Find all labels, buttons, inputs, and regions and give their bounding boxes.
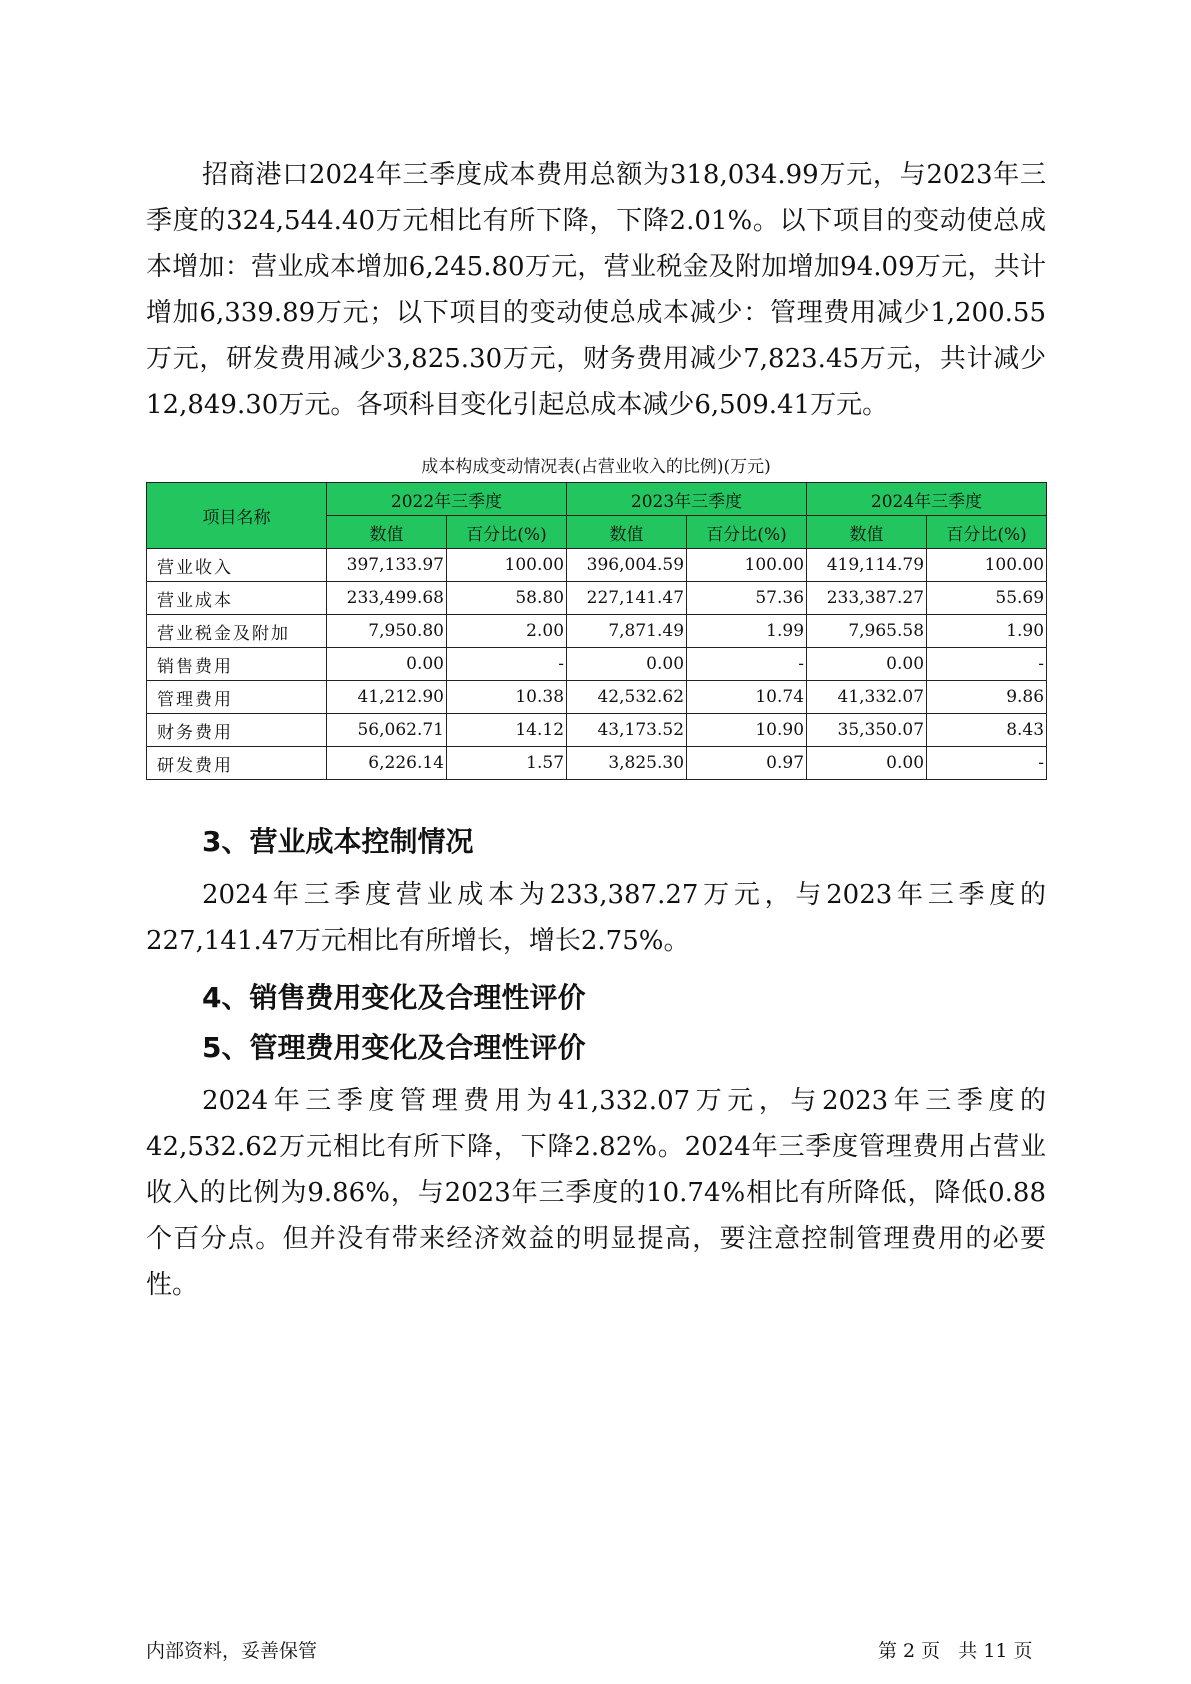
- cell-value: 0.00: [807, 747, 927, 780]
- header-period-2024: 2024年三季度: [807, 483, 1047, 516]
- subheader-value: 数值: [567, 516, 687, 549]
- table-caption: 成本构成变动情况表(占营业收入的比例)(万元): [421, 457, 771, 477]
- cell-percent: -: [687, 648, 807, 681]
- cell-value: 35,350.07: [807, 714, 927, 747]
- table-row: [147, 681, 1047, 714]
- cell-percent: 10.90: [687, 714, 807, 747]
- row-label: 销售费用: [147, 648, 327, 681]
- cell-value: 3,825.30: [567, 747, 687, 780]
- footer-page-number: 第 2 页 共 11 页: [878, 1640, 1033, 1662]
- cell-value: 397,133.97: [327, 549, 447, 582]
- cell-value: 41,332.07: [807, 681, 927, 714]
- section5-paragraph: 2024年三季度管理费用为41,332.07万元，与2023年三季度的42,532.62万元相比有所下降，下降2.82%。2024年三季度管理费用占营业收入的比例为9.86%，与2023年三季度的10.74%相比有所降低，降低0.88个百分点。但并没有带来经济效益的明显提高，要注意控制管理费用的必要性。: [146, 1086, 1046, 1300]
- cell-percent: 55.69: [927, 582, 1047, 615]
- cell-value: 6,226.14: [327, 747, 447, 780]
- row-label: 研发费用: [147, 747, 327, 780]
- table-row: [147, 648, 1047, 681]
- subheader-percent: 百分比(%): [927, 516, 1047, 549]
- row-label: 财务费用: [147, 714, 327, 747]
- footer-left: 内部资料，妥善保管: [146, 1640, 318, 1662]
- table-row: [147, 615, 1047, 648]
- header-period-2022: 2022年三季度: [327, 483, 567, 516]
- cell-percent: 10.74: [687, 681, 807, 714]
- intro-paragraph: 招商港口2024年三季度成本费用总额为318,034.99万元，与2023年三季度的324,544.40万元相比有所下降，下降2.01%。以下项目的变动使总成本增加：营业成本增加6,245.80万元，营业税金及附加增加94.09万元，共计增加6,339.89万元；以下项目的变动使总成本减少：管理费用减少1,200.55万元，研发费用减少3,825.30万元，财务费用减少7,823.45万元，共计减少12,849.30万元。各项科目变化引起总成本减少6,509.41万元。: [146, 160, 1046, 420]
- table-row: [147, 714, 1047, 747]
- cell-value: 0.00: [567, 648, 687, 681]
- section3-heading: 3、营业成本控制情况: [202, 825, 474, 858]
- cell-percent: 58.80: [447, 582, 567, 615]
- cell-percent: 8.43: [927, 714, 1047, 747]
- cell-value: 396,004.59: [567, 549, 687, 582]
- subheader-percent: 百分比(%): [687, 516, 807, 549]
- cell-percent: 100.00: [927, 549, 1047, 582]
- table-header-row: [147, 483, 1047, 516]
- header-period-2023: 2023年三季度: [567, 483, 807, 516]
- section3-paragraph: 2024年三季度营业成本为233,387.27万元，与2023年三季度的227,141.47万元相比有所增长，增长2.75%。: [146, 880, 1046, 956]
- row-label: 营业收入: [147, 549, 327, 582]
- cell-percent: 10.38: [447, 681, 567, 714]
- cell-percent: 100.00: [447, 549, 567, 582]
- subheader-value: 数值: [807, 516, 927, 549]
- cell-value: 41,212.90: [327, 681, 447, 714]
- cell-percent: 0.97: [687, 747, 807, 780]
- table-row: [147, 549, 1047, 582]
- cell-percent: 1.99: [687, 615, 807, 648]
- row-label: 管理费用: [147, 681, 327, 714]
- cell-percent: 2.00: [447, 615, 567, 648]
- cell-value: 7,965.58: [807, 615, 927, 648]
- cell-percent: -: [927, 747, 1047, 780]
- cell-value: 419,114.79: [807, 549, 927, 582]
- cell-value: 56,062.71: [327, 714, 447, 747]
- cell-value: 7,950.80: [327, 615, 447, 648]
- cell-percent: 1.57: [447, 747, 567, 780]
- cell-percent: 14.12: [447, 714, 567, 747]
- subheader-value: 数值: [327, 516, 447, 549]
- cell-percent: 9.86: [927, 681, 1047, 714]
- row-label: 营业税金及附加: [147, 615, 327, 648]
- cell-value: 233,499.68: [327, 582, 447, 615]
- cell-percent: 100.00: [687, 549, 807, 582]
- cell-value: 42,532.62: [567, 681, 687, 714]
- cell-percent: -: [927, 648, 1047, 681]
- row-label: 营业成本: [147, 582, 327, 615]
- cell-value: 0.00: [807, 648, 927, 681]
- cost-structure-table: [146, 482, 1047, 780]
- subheader-percent: 百分比(%): [447, 516, 567, 549]
- cell-value: 0.00: [327, 648, 447, 681]
- cell-percent: 1.90: [927, 615, 1047, 648]
- cell-percent: 57.36: [687, 582, 807, 615]
- cell-value: 43,173.52: [567, 714, 687, 747]
- table-row: [147, 747, 1047, 780]
- cell-value: 7,871.49: [567, 615, 687, 648]
- header-item-name: 项目名称: [147, 483, 327, 549]
- cell-value: 227,141.47: [567, 582, 687, 615]
- cell-value: 233,387.27: [807, 582, 927, 615]
- cell-percent: -: [447, 648, 567, 681]
- section4-heading: 4、销售费用变化及合理性评价: [202, 981, 586, 1014]
- section5-heading: 5、管理费用变化及合理性评价: [202, 1031, 586, 1064]
- table-row: [147, 582, 1047, 615]
